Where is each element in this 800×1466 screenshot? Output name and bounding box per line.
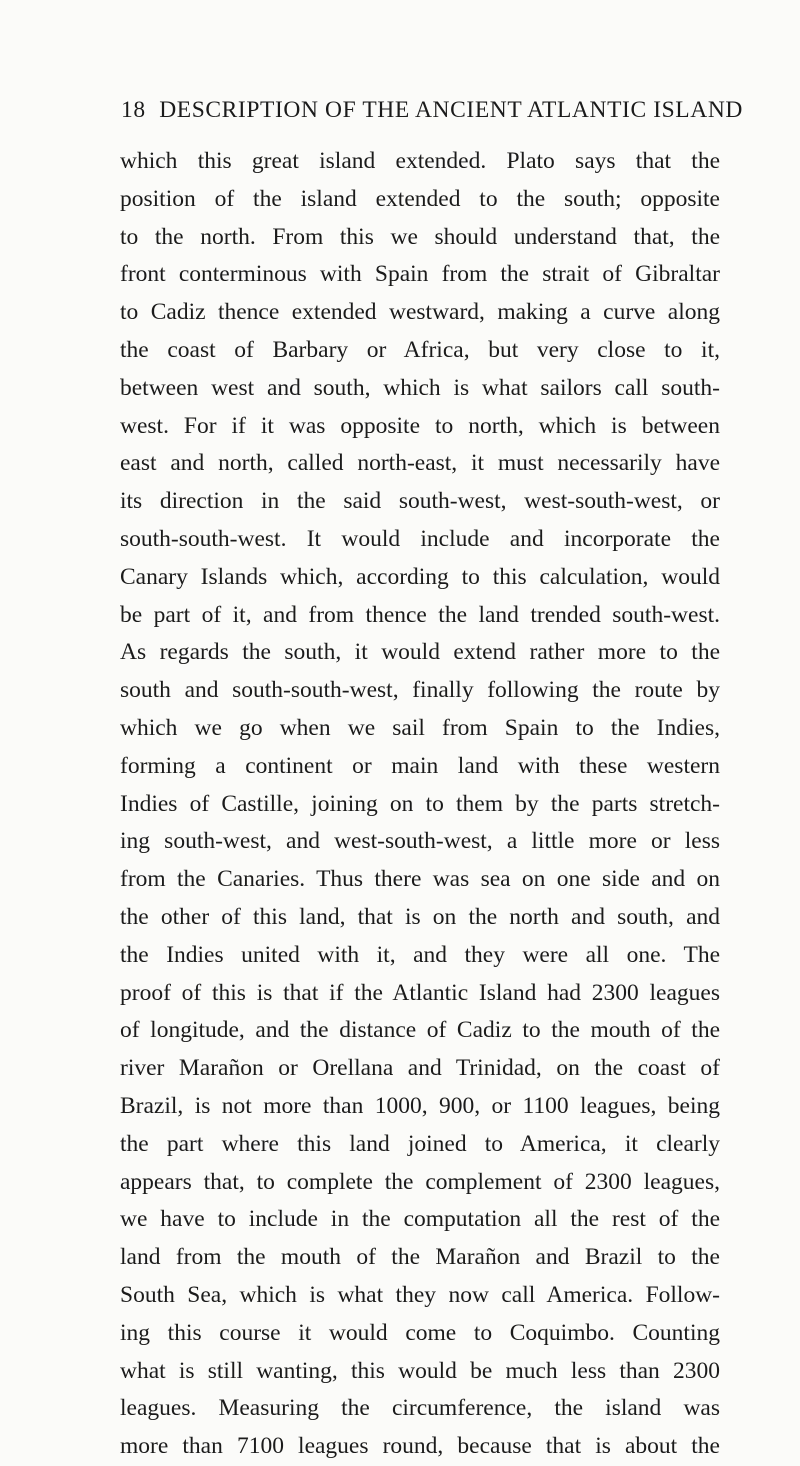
text-line: east and north, called north-east, it must necessarily have <box>120 450 720 477</box>
text-line: which we go when we sail from Spain to the Indies, <box>120 714 720 741</box>
page-number: 18 <box>121 97 146 123</box>
text-line: south-south-west. It would include and incorporate the <box>120 525 720 552</box>
text-line: As regards the south, it would extend rather more to the <box>120 639 720 666</box>
text-line: position of the island extended to the south; opposite <box>120 185 720 212</box>
text-line: proof of this is that if the Atlantic Island had 2300 leagues <box>120 979 720 1006</box>
text-line: Indies of Castille, joining on to them by the parts stretch- <box>120 790 720 817</box>
text-line: to Cadiz thence extended westward, making a curve along <box>120 299 720 326</box>
text-line: front conterminous with Spain from the strait of Gibraltar <box>120 261 720 288</box>
text-line: the other of this land, that is on the north and south, and <box>120 903 720 930</box>
text-line: Canary Islands which, according to this calculation, would <box>120 563 720 590</box>
running-head <box>121 95 743 125</box>
text-line: Brazil, is not more than 1000, 900, or 1100 leagues, being <box>120 1092 720 1119</box>
text-line: we have to include in the computation all the rest of the <box>120 1206 720 1233</box>
text-line: more than 7100 leagues round, because that is about the <box>120 1433 720 1460</box>
text-line: be part of it, and from thence the land trended south-west. <box>120 601 720 628</box>
text-line: forming a continent or main land with these western <box>120 752 720 779</box>
text-line: South Sea, which is what they now call America. Follow- <box>120 1281 720 1308</box>
text-line: between west and south, which is what sailors call south- <box>120 374 720 401</box>
text-line: to the north. From this we should understand that, the <box>120 223 720 250</box>
running-title: DESCRIPTION OF THE ANCIENT ATLANTIC ISLAND <box>159 97 743 123</box>
text-line: of longitude, and the distance of Cadiz to the mouth of the <box>120 1017 720 1044</box>
text-line: river Marañon or Orellana and Trinidad, on the coast of <box>120 1055 720 1082</box>
text-line: the part where this land joined to America, it clearly <box>120 1130 720 1157</box>
text-line: west. For if it was opposite to north, which is between <box>120 412 720 439</box>
text-line: its direction in the said south-west, west-south-west, or <box>120 488 720 515</box>
text-line: leagues. Measuring the circumference, the island was <box>120 1395 720 1422</box>
body-text <box>120 143 720 1466</box>
text-line: land from the mouth of the Marañon and Brazil to the <box>120 1244 720 1271</box>
text-line: from the Canaries. Thus there was sea on one side and on <box>120 866 720 893</box>
text-line: the coast of Barbary or Africa, but very close to it, <box>120 336 720 363</box>
text-line: the Indies united with it, and they were all one. The <box>120 941 720 968</box>
text-line: which this great island extended. Plato says that the <box>120 148 720 174</box>
text-line: ing south-west, and west-south-west, a little more or less <box>120 828 720 855</box>
text-line: ing this course it would come to Coquimbo. Counting <box>120 1319 720 1346</box>
text-line: south and south-south-west, finally following the route by <box>120 677 720 704</box>
text-line: appears that, to complete the complement of 2300 leagues, <box>120 1168 720 1195</box>
text-line: what is still wanting, this would be much less than 2300 <box>120 1357 720 1384</box>
